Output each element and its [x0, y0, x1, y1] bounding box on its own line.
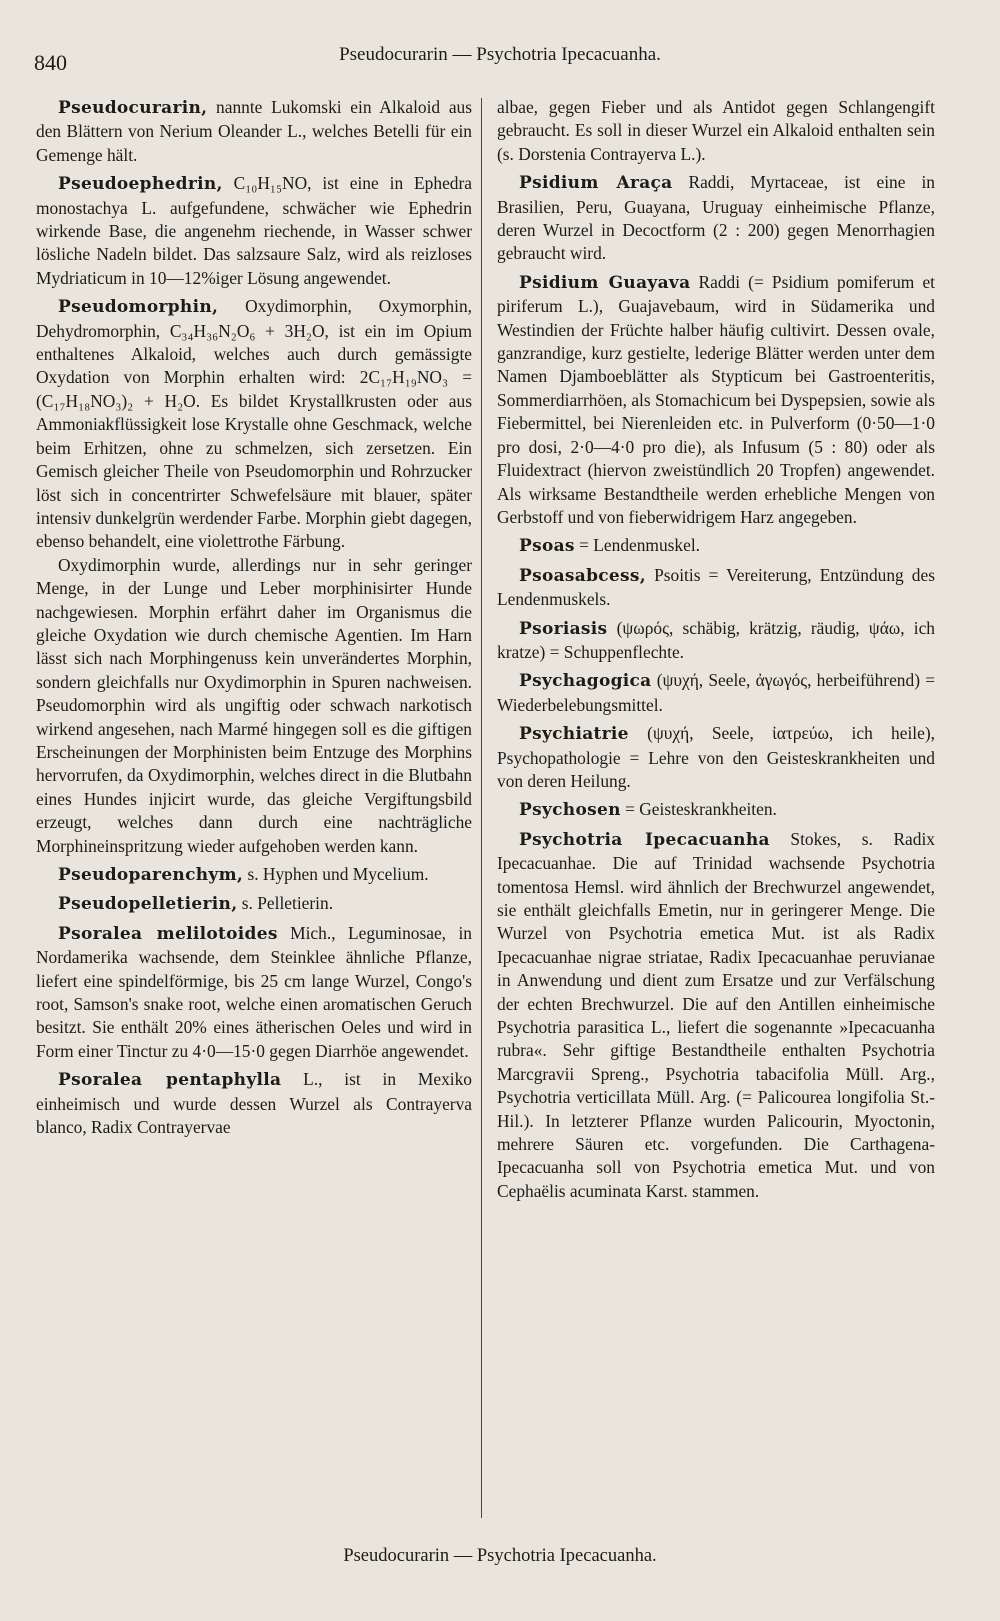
lemma: Psychosen — [519, 800, 621, 821]
running-foot: Pseudocurarin — Psychotria Ipecacuanha. — [343, 1546, 657, 1566]
lemma: Psychotria Ipecacuanha — [519, 829, 770, 850]
entry-pseudomorphin — [36, 295, 472, 553]
entry-text: Raddi (= Psidium pomiferum et piriferum L.), Guajavebaum, wird in Südamerika und Westindien der Früchte halber häufig cultivirt. Dessen ovale, ganzrandige, kurz gestielte, lederige Blätter werden unter dem Namen Djamboeblätter als Stypticum bei Gastroenteritis, Sommerdiarrhöen, als Stomachicum bei Dyspepsien, sowie als Fiebermittel, bei Nierenleiden etc. in Pulverform (0·50—1·0 pro dosi, 2·0—4·0 pro die), als Infusum (5 : 80) oder als Fluidextract (hiervon zweistündlich 20 Tropfen) angewendet. Als wirksame Bestandtheile werden erhebliche Mengen von Gerbstoff und von fieberwidrigem Harz angegeben. — [497, 271, 935, 527]
right-column — [497, 96, 935, 1208]
lemma: Pseudoparenchym, — [58, 865, 244, 885]
entry-text: Raddi, Myrtaceae, ist eine in Brasilien, Peru, Guayana, Uruguay einheimische Pflanze, deren Wurzel in Decoctform (2 : 200) gegen Menorrhagien gebraucht wird. — [497, 172, 935, 264]
lemma: Psoralea pentaphylla — [58, 1070, 282, 1091]
entry-psychosen — [497, 798, 935, 822]
column-divider — [481, 98, 482, 1518]
entry-psoralea-pentaphylla — [36, 1068, 472, 1139]
entry-text: nannte Lukomski ein Alkaloid aus den Blättern von Nerium Oleander L., welches Betelli für ein Gemenge hält. — [36, 97, 472, 165]
entry-text: (ψυχή, Seele, ἀγωγός, herbeiführend) = Wiederbelebungsmittel. — [497, 670, 935, 715]
entry-text: Oxydimorphin, Oxymorphin, Dehydromorphin, C₃₄H₃₆N₂O₆ + 3H₂O, ist ein im Opium enthaltenes Alkaloid, welches auch durch gemässigte Oxydation von Morphin erhalten wird: 2C₁₇H₁₉NO₃ = (C₁₇H₁₈NO₃)₂ + H₂O. Es bildet Krystallkrusten oder aus Ammoniakflüssigkeit lose Krystalle ohne Geschmack, welche beim Erhitzen, ohne zu schmelzen, sich zersetzen. Ein Gemisch gleicher Theile von Pseudomorphin und Rohrzucker löst sich in concentrirter Schwefelsäure mit blauer, später intensiv dunkelgrün werdender Farbe. Morphin giebt dagegen, ebenso behandelt, eine violettrothe Färbung. — [36, 296, 472, 552]
page-header — [34, 44, 966, 84]
entry-pseudocurarin — [36, 96, 472, 167]
entry-text: s. Pelletierin. — [237, 893, 334, 914]
entry-text: (ψωρός, schäbig, krätzig, räudig, ψάω, ich kratze) = Schuppenflechte. — [497, 617, 935, 662]
lemma: Pseudopelletierin, — [58, 894, 238, 915]
entry-psidium-guayava — [497, 271, 935, 529]
lemma: Psidium Araça — [519, 173, 673, 194]
entry-continuation — [497, 96, 935, 166]
lemma: Pseudomorphin, — [58, 297, 219, 318]
entry-text: albae, gegen Fieber und als Antidot gegen Schlangengift gebraucht. Es soll in dieser Wurzel ein Alkaloid enthalten sein (s. Dorstenia Contrayerva L.). — [497, 97, 935, 164]
entry-psoasabcess — [497, 564, 935, 612]
lemma: Psoasabcess, — [519, 565, 647, 586]
entry-psoriasis — [497, 617, 935, 665]
entry-text: (ψυχή, Seele, ἰατρεύω, ich heile), Psychopathologie = Lehre von den Geisteskrankheiten und von deren Heilung. — [497, 723, 935, 791]
entry-text: C₁₀H₁₅NO, ist eine in Ephedra monostachya L. aufgefundene, schwächer wie Ephedrin wirkende Base, die angenehm riechende, in Wasser schwer lösliche Nadeln bildet. Das salzsaure Salz, wird als reizloses Mydriaticum in 10—12%iger Lösung angewendet. — [36, 173, 472, 288]
entry-text: Psoitis = Vereiterung, Entzündung des Lendenmuskels. — [497, 564, 935, 610]
left-column — [36, 96, 472, 1144]
lemma: Psychagogica — [519, 671, 652, 692]
entry-psychotria-ipecacuanha — [497, 828, 935, 1204]
page-number: 840 — [34, 50, 67, 75]
entry-text: = Geisteskrankheiten. — [620, 799, 777, 820]
entry-text: s. Hyphen und Mycelium. — [243, 864, 429, 884]
entry-pseudoparenchym — [36, 863, 472, 887]
entry-psoas — [497, 534, 935, 558]
entry-psychiatrie — [497, 722, 935, 793]
entry-text: Stokes, s. Radix Ipecacuanhae. Die auf Trinidad wachsende Psychotria tomentosa Hemsl. wird ähnlich der Brechwurzel angewendet, sie enthält gleichfalls Emetin, nur in geringerer Menge. Die Wurzel von Psychotria emetica Mut. ist als Radix Ipecacuanhae nigrae striatae, Radix Ipecacuanhae peruvianae in Anwendung und dient zum Ersatze und zur Verfälschung der echten Brechwurzel. Die auf den Antillen einheimische Psychotria parasitica L., liefert die sogenannte »Ipecacuanha rubra«. Sehr giftige Bestandtheile enthalten Psychotria Marcgravii Spreng., Psychotria tabacifolia Müll. Arg., Psychotria verticillata Müll. Arg. (= Palicourea longifolia St.-Hil.). In letzterer Pflanze wurden Palicourin, Myoctonin, mehrere Säuren etc. vorgefunden. Die Carthagena-Ipecacuanha soll von Psychotria emetica Mut. und von Cephaëlis acuminata Karst. stammen. — [497, 828, 935, 1201]
lemma: Pseudocurarin, — [58, 98, 208, 118]
lemma: Psoralea melilotoides — [58, 923, 278, 944]
lemma: Psoas — [519, 536, 575, 557]
entry-text: = Lendenmuskel. — [574, 535, 701, 556]
entry-psoralea-melilotoides — [36, 922, 472, 1063]
entry-text: Oxydimorphin wurde, allerdings nur in sehr geringer Menge, in der Lunge und Leber morphinisirter Hunde nachgewiesen. Morphin erfährt daher im Organismus die gleiche Oxydation wie durch chemische Agentien. Im Harn lässt sich nach Morphingenuss kein unverändertes Morphin, sondern gleichfalls nur Oxydimorphin in Spuren nachweisen. Pseudomorphin wird als ungiftig oder schwach narkotisch wirkend angesehen, nach Marmé hingegen soll es die giftigen Erscheinungen der Morphinisten beim Entzuge des Morphins hervorrufen, da Oxydimorphin, welches direct in die Blutbahn eines Hundes injicirt wurde, das gleiche Vergiftungsbild erzeugt, welches dann durch eine nachträgliche Morphineinspritzung wieder aufgehoben werden kann. — [36, 554, 472, 856]
entry-text: L., ist in Mexiko einheimisch und wurde dessen Wurzel als Contrayerva blanco, Radix Contrayervae — [36, 1069, 472, 1138]
entry-text: Mich., Leguminosae, in Nordamerika wachsende, dem Steinklee ähnliche Pflanze, liefert eine spindelförmige, bis 25 cm lange Wurzel, Congo's root, Samson's snake root, welche einen aromatischen Geruch besitzt. Sie enthält 20% eines ätherischen Oeles und wird in Form einer Tinctur zu 4·0—15·0 gegen Diarrhöe angewendet. — [36, 922, 472, 1061]
lemma: Psoriasis — [519, 618, 608, 639]
lemma: Psidium Guayava — [519, 272, 691, 293]
entry-pseudopelletierin — [36, 892, 472, 916]
entry-pseudoephedrin — [36, 172, 472, 290]
lemma: Pseudoephedrin, — [58, 174, 223, 195]
entry-paragraph — [36, 554, 472, 858]
running-head: Pseudocurarin — Psychotria Ipecacuanha. — [339, 44, 661, 65]
entry-psychagogica — [497, 669, 935, 717]
entry-psidium-araca — [497, 171, 935, 266]
lemma: Psychiatrie — [519, 724, 629, 745]
